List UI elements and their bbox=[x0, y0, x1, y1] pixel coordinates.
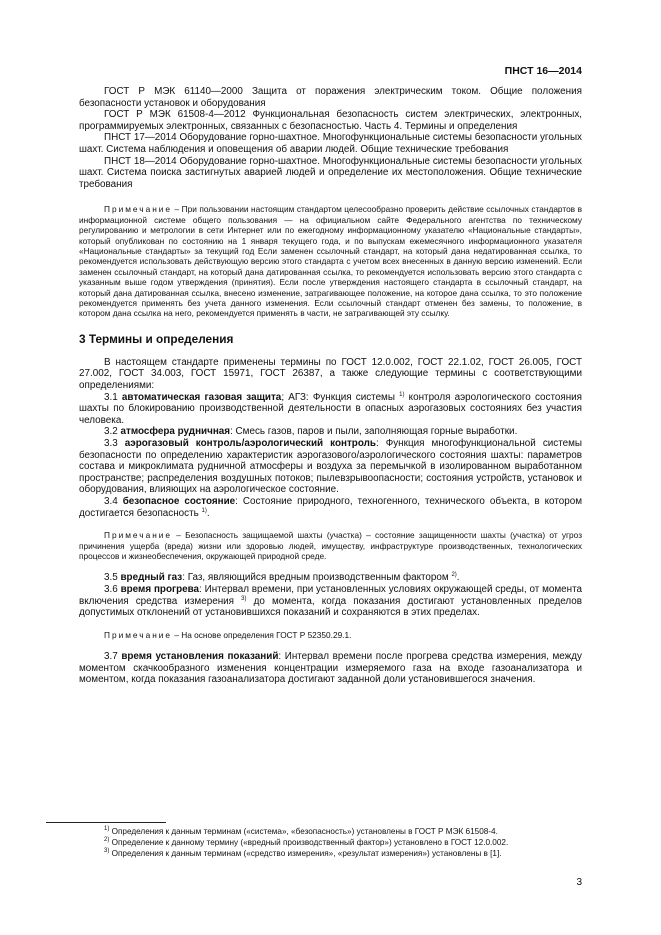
reference-item: ПНСТ 17—2014 Оборудование горно-шахтное. Многофункциональные системы безопасности угольных шахт. Система наблюдения и оповещения об аварии людей. Общие технические требования bbox=[79, 132, 582, 155]
reference-item: ГОСТ Р МЭК 61140—2000 Защита от поражения электрическим током. Общие положения безопасности установок и оборудования bbox=[79, 86, 582, 109]
term-3-5: 3.5 вредный газ: Газ, являющийся вредным производственным фактором $^{2)}$. bbox=[104, 572, 460, 584]
note-warmup: Примечание – На основе определения ГОСТ Р 52350.29.1. bbox=[104, 629, 352, 640]
term-3-6: 3.6 время прогрева: Интервал времени, при установленных условиях окружающей среды, от момента включения средства измерения $^{3)}$ до момента, когда показания достигают установленных пределов допустимых отклонений от установившихся показаний и сохраняются в этих пределах. bbox=[79, 583, 583, 619]
term-3-2: 3.2 атмосфера рудничная: Смесь газов, паров и пыли, заполняющая горные выработки. bbox=[104, 426, 518, 438]
note-references: Примечание – При пользовании настоящим стандартом целесообразно проверить действие ссылочных стандартов в информационной системе общего пользования — на официальном сайте Федерального агентства по техническому регулированию и метрологии в сети Интернет или по ежегодному информационному указателю «Национальные стандарты», который опубликован по состоянию на 1 января текущего года, и по выпускам ежемесячного информационного указателя «Национальные стандарты» за текущий год Если заменен ссылочный стандарт, на который дана недатированная ссылка, то рекомендуется использовать действующую версию этого стандарта с учетом всех внесенных в данную версию изменений. Если заменен ссылочный стандарт, на который дана датированная ссылка, то рекомендуется использовать версию этого стандарта с указанным выше годом утверждения (принятия). Если после утверждения настоящего стандарта в ссылочный стандарт, на который дана датированная ссылка, внесено изменение, затрагивающее положение, на которое дана ссылка, то это положение рекомендуется применять без учета данного изменения. Если ссылочный стандарт отменен без замены, то положение, в котором дана ссылка на него, рекомендуется применять в части, не затрагивающей эту ссылку. bbox=[79, 204, 582, 319]
reference-item: ПНСТ 18—2014 Оборудование горно-шахтное. Многофункциональные системы безопасности угольных шахт. Система поиска застигнутых аварией людей и определение их местоположения. Общие технические требования bbox=[79, 155, 582, 190]
footnote-item: $^{1)}$ Определения к данным терминам («система», «безопасность») установлены в ГОСТ Р МЭК 61508-4. bbox=[104, 826, 498, 836]
reference-item: ГОСТ Р МЭК 61508-4—2012 Функциональная безопасность систем электрических, электронных, программируемых электронных, связанных с безопасностью. Часть 4. Термины и определения bbox=[79, 109, 582, 132]
footnote-item: $^{2)}$ Определение к данному термину («вредный производственный фактор») установлено в ГОСТ 12.0.002. bbox=[104, 837, 509, 848]
page-body bbox=[79, 86, 582, 686]
section-title: 3 Термины и определения bbox=[79, 331, 234, 346]
section-intro: В настоящем стандарте применены термины по ГОСТ 12.0.002, ГОСТ 22.1.02, ГОСТ 26.005, ГОСТ 27.002, ГОСТ 34.003, ГОСТ 15971, ГОСТ 26387, а также следующие термины с соответствующими определениями: bbox=[79, 356, 582, 391]
footnotes bbox=[79, 826, 582, 860]
footnote-separator bbox=[46, 822, 166, 823]
page-number: 3 bbox=[576, 877, 582, 888]
note-safe-state: Примечание – Безопасность защищаемой шахты (участка) – состояние защищенности шахты (участка) от угроз причинения ущерба (вреда) жизни или здоровью людей, имуществу, инфраструктуре производственных, технологических процессов и жизнеобеспечения, окружающей природной среде. bbox=[79, 530, 582, 561]
term-3-1: 3.1 автоматическая газовая защита; АГЗ: Функция системы $^{1)}$ контроля аэрологического состояния шахты по блокированию производственной деятельности в опасных аэрогазовых состояниях без участия человека. bbox=[79, 391, 583, 426]
normative-references-list bbox=[79, 86, 582, 190]
term-3-3: 3.3 аэрогазовый контроль/аэрологический контроль: Функция многофункциональной системы безопасности по определению характеристик аэрогазового/аэрологического состояния шахты: параметров состава и микроклимата рудничной атмосферы и воздуха за перемычкой в изолированном выработанном пространстве; распределения воздушных потоков; пылевзрывоопасности; состояния устройств, установок и оборудования, влияющих на аэрологическое состояние. bbox=[79, 437, 583, 496]
footnote-item: $^{3)}$ Определения к данным терминам («средство измерения», «результат измерения») установлены в [1]. bbox=[104, 848, 502, 859]
term-3-7: 3.7 время установления показаний: Интервал времени после прогрева средства измерения, между моментом скачкообразного изменения концентрации измеряемого газа на входе газоанализатора и моментом, когда показания газоанализатора достигают заданной доли установившегося значения. bbox=[79, 651, 582, 686]
standard-code-header: ПНСТ 16—2014 bbox=[504, 65, 582, 77]
term-3-4: 3.4 безопасное состояние: Состояние природного, техногенного, технического объекта, в котором достигается безопасность $^{1)}$. bbox=[79, 495, 582, 519]
